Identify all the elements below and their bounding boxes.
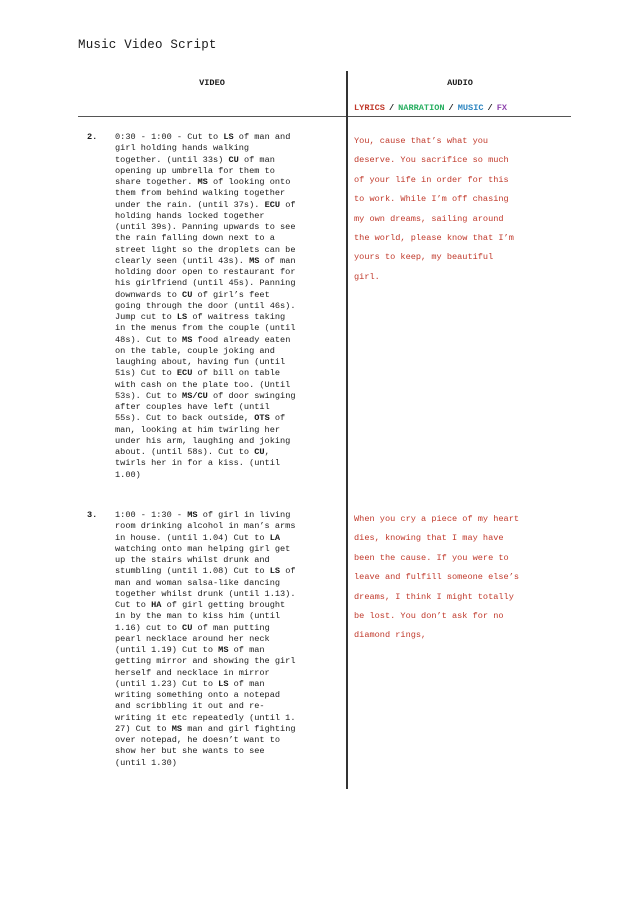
video-text: Cut to <box>115 600 152 610</box>
video-line <box>115 301 415 312</box>
video-text: 1:00 - 1:30 - <box>115 510 188 520</box>
video-line <box>115 758 415 769</box>
video-line <box>115 724 415 735</box>
shot-type: CU <box>182 622 193 633</box>
header-divider <box>78 116 571 117</box>
lyric-line: leave and fulfill someone else’s <box>354 572 520 583</box>
video-line <box>115 746 415 757</box>
shot-type: LA <box>269 532 281 543</box>
document-title: Music Video Script <box>78 38 217 52</box>
video-text: of girl in living <box>197 510 291 520</box>
shot-type: OTS <box>254 413 270 424</box>
video-text: street light so the droplets can be <box>115 244 296 255</box>
video-text: man, looking at him twirling her <box>115 424 281 435</box>
video-line <box>115 458 415 469</box>
video-text: of man <box>228 678 265 689</box>
shot-type: CU <box>182 289 193 300</box>
video-line <box>115 380 415 391</box>
shot-type: LS <box>223 132 234 142</box>
video-line <box>115 425 415 436</box>
shot-type: MS <box>187 510 198 520</box>
video-text: of man and <box>233 132 291 142</box>
video-text: of man <box>259 255 296 266</box>
video-text: herself and necklace in mirror <box>115 667 270 678</box>
video-text: 48s). Cut to <box>115 334 183 345</box>
legend-separator: / <box>448 103 454 113</box>
video-text: 55s). Cut to back outside, <box>115 413 255 424</box>
shot-type: MS <box>197 177 208 187</box>
shot-type: LS <box>218 678 229 689</box>
video-line <box>115 335 415 346</box>
video-text: his girlfriend (until 45s). Panning <box>115 278 296 289</box>
video-text: man and woman salsa-like dancing <box>115 577 281 588</box>
video-text: of man putting <box>192 622 270 633</box>
video-text: of waitress taking <box>187 312 286 322</box>
video-line <box>115 679 415 690</box>
shot-type: LS <box>176 312 188 322</box>
shot-type: ECU <box>264 199 281 210</box>
video-line <box>115 323 415 334</box>
video-text: (until 1.19) Cut to <box>115 645 219 655</box>
video-text: (until 1.30) <box>115 757 177 768</box>
audio-lyrics <box>354 132 574 287</box>
video-text: of man <box>238 154 275 165</box>
shot-type: MS <box>249 255 260 266</box>
video-text: Jump cut to <box>115 312 177 322</box>
video-text: 1.00) <box>115 469 141 480</box>
legend-item-lyrics: LYRICS <box>354 103 385 113</box>
video-text: share together. <box>115 177 198 187</box>
video-text: food already eaten <box>192 334 291 345</box>
shot-type: HA <box>151 600 162 610</box>
shot-type: MS <box>182 334 193 345</box>
lyric-line: yours to keep, my beautiful <box>354 252 494 263</box>
video-text: getting mirror and showing the girl <box>115 656 296 667</box>
video-text: downwards to <box>115 289 183 300</box>
video-line <box>115 713 415 724</box>
video-text: show her but she wants to see <box>115 746 265 757</box>
audio-column-header: AUDIO <box>447 78 473 88</box>
video-text: 51s) Cut to <box>115 368 177 379</box>
video-line <box>115 447 415 458</box>
video-text: together. (until 33s) <box>115 154 229 165</box>
shot-type: CU <box>228 154 239 165</box>
video-text: them from behind walking together <box>115 188 286 199</box>
video-text: laughing about, having fun (until <box>115 357 286 367</box>
shot-type: CU <box>254 447 265 457</box>
video-text: of bill on table <box>192 368 281 379</box>
video-text: in house. (until 1.04) Cut to <box>115 532 270 543</box>
video-text: together whilst drunk (until 1.13). <box>115 588 296 599</box>
video-text: room drinking alcohol in man’s arms <box>115 521 296 532</box>
video-line <box>115 690 415 701</box>
video-line <box>115 656 415 667</box>
video-text: of girl’s feet <box>192 289 270 300</box>
video-text: stumbling (until 1.08) Cut to <box>115 566 270 577</box>
lyric-line: dreams, I think I might totally <box>354 591 514 602</box>
legend-item-music: MUSIC <box>457 103 484 113</box>
video-line <box>115 357 415 368</box>
video-line <box>115 470 415 481</box>
video-text: twirls her in for a kiss. (until <box>115 458 281 469</box>
video-text: over notepad, he doesn’t want to <box>115 735 281 745</box>
video-text: opening up umbrella for them to <box>115 165 275 176</box>
video-text: going through the door (until 46s). <box>115 300 296 311</box>
video-text: , <box>264 447 270 457</box>
video-text: holding hands locked together <box>115 210 265 221</box>
video-text: of <box>280 199 296 210</box>
video-text: of looking onto <box>207 177 291 187</box>
legend-separator: / <box>487 103 493 113</box>
legend-separator: / <box>388 103 395 113</box>
lyric-line: to work. While I’m off chasing <box>354 194 509 205</box>
row-number: 3. <box>87 510 98 520</box>
video-line <box>115 701 415 712</box>
video-line <box>115 368 415 379</box>
lyric-line: the world, please know that I’m <box>354 233 514 244</box>
video-line <box>115 391 415 402</box>
video-text: of man <box>228 645 265 655</box>
video-line <box>115 413 415 424</box>
lyric-line: my own dreams, sailing around <box>354 213 504 224</box>
lyric-line: When you cry a piece of my heart <box>354 514 520 524</box>
video-line <box>115 668 415 679</box>
legend-item-narration: NARRATION <box>398 103 445 113</box>
video-text: 1.16) cut to <box>115 622 183 633</box>
video-text: about. (until 58s). Cut to <box>115 447 255 457</box>
video-text: (until 1.23) Cut to <box>115 678 219 689</box>
video-line <box>115 290 415 301</box>
audio-lyrics <box>354 510 574 646</box>
video-text: the rain falling down next to a <box>115 233 275 244</box>
shot-type: MS <box>171 723 183 734</box>
shot-type: MS <box>218 645 229 655</box>
video-text: after couples have left (until <box>115 402 270 412</box>
lyric-line: You, cause that’s what you <box>354 136 489 146</box>
video-line <box>115 312 415 323</box>
lyric-line: of your life in order for this <box>354 174 509 185</box>
lyric-line: been the cause. If you were to <box>354 552 509 563</box>
lyric-line: be lost. You don’t ask for no <box>354 611 504 622</box>
lyric-line: deserve. You sacrifice so much <box>354 155 509 166</box>
video-text: and scribbling it out and re- <box>115 701 265 712</box>
video-text: 53s). Cut to <box>115 390 183 401</box>
video-text: pearl necklace around her neck <box>115 633 270 644</box>
video-text: writing it etc repeatedly (until 1. <box>115 712 296 723</box>
video-text: up the stairs whilst drunk and <box>115 555 270 565</box>
video-line <box>115 735 415 746</box>
audio-legend <box>354 103 507 113</box>
video-text: with cash on the plate too. (Until <box>115 379 291 390</box>
video-text: of <box>269 413 286 424</box>
lyric-line: girl. <box>354 271 380 282</box>
video-text: holding door open to restaurant for <box>115 267 296 277</box>
video-text: girl holding hands walking <box>115 143 250 154</box>
shot-type: ECU <box>176 368 193 379</box>
video-line <box>115 402 415 413</box>
video-line <box>115 436 415 447</box>
shot-type: MS/CU <box>182 390 208 401</box>
video-text: writing something onto a notepad <box>115 690 281 700</box>
lyric-line: dies, knowing that I may have <box>354 533 504 544</box>
legend-item-fx: FX <box>496 103 508 113</box>
video-text: in by the man to kiss him (until <box>115 611 281 622</box>
video-column-header: VIDEO <box>199 78 225 88</box>
video-text: clearly seen (until 43s). <box>115 255 250 266</box>
video-text: of door swinging <box>207 390 296 401</box>
video-text: 27) Cut to <box>115 723 172 734</box>
video-line <box>115 346 415 357</box>
row-number: 2. <box>87 132 98 142</box>
video-text: in the menus from the couple (until <box>115 323 296 334</box>
video-text: on the table, couple joking and <box>115 345 275 356</box>
video-text: (until 39s). Panning upwards to see <box>115 222 296 232</box>
video-text: 0:30 - 1:00 - Cut to <box>115 132 224 142</box>
video-text: of <box>280 566 296 577</box>
video-text: man and girl fighting <box>182 723 296 734</box>
video-text: under the rain. (until 37s). <box>115 199 265 210</box>
video-text: watching onto man helping girl get <box>115 543 291 554</box>
video-text: under his arm, laughing and joking <box>115 435 291 446</box>
shot-type: LS <box>269 566 281 577</box>
video-line <box>115 645 415 656</box>
video-text: of girl getting brought <box>161 600 286 610</box>
lyric-line: diamond rings, <box>354 630 427 641</box>
